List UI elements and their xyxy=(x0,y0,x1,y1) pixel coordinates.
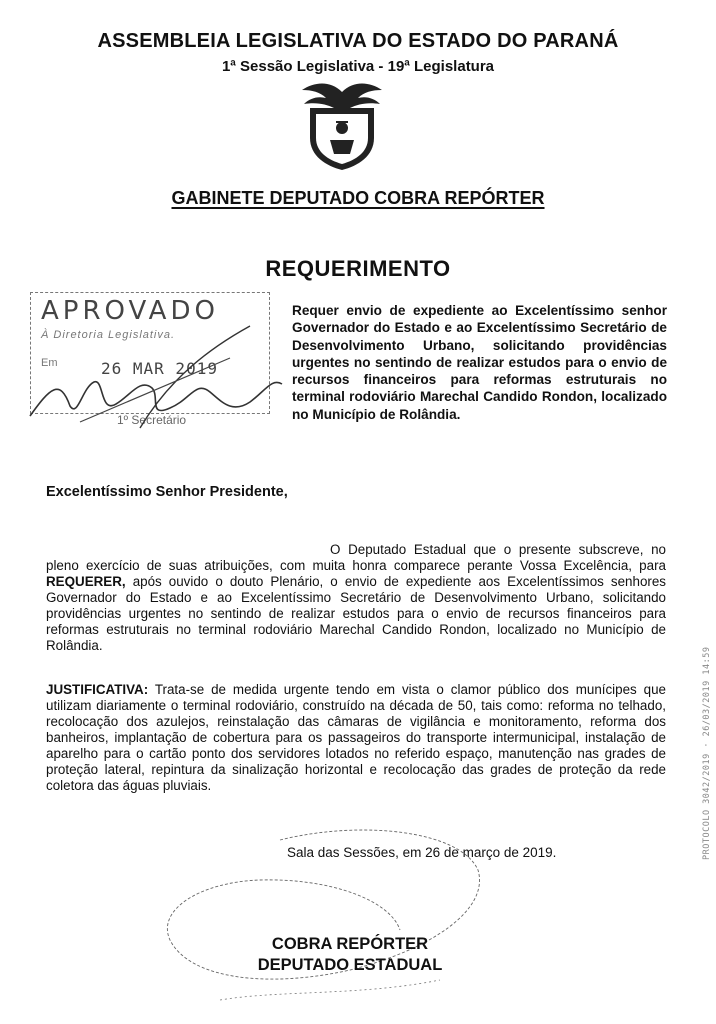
signer-name: COBRA REPÓRTER xyxy=(271,935,429,953)
stamp-em-label: Em xyxy=(41,357,58,369)
protocol-stamp-text: PROTOCOLO 3042/2019 · 26/03/2019 14:59 xyxy=(702,646,712,860)
signer-title: DEPUTADO ESTADUAL xyxy=(257,956,443,974)
request-paragraph xyxy=(46,542,666,654)
office-heading-text: GABINETE DEPUTADO COBRA REPÓRTER xyxy=(171,188,545,208)
request-summary: Requer envio de expediente ao Excelentíssimo senhor Governador do Estado e ao Excelentíssimo Secretário de Desenvolvimento Urbano, solicitando providências urgentes no sentindo de realizar estudos para o envio de recursos financeiros para reformas estruturais no terminal rodoviário Marechal Candido Rondon, localizado no Município de Rolândia. xyxy=(292,303,667,422)
assembly-heading: ASSEMBLEIA LEGISLATIVA DO ESTADO DO PARANÁ xyxy=(97,30,619,52)
justification-text: Trata-se de medida urgente tendo em vista o clamor público dos munícipes que utilizam diariamente o terminal rodoviário, construído na década de 50, tais como: reforma no telhado, recolocação dos azulejos, reinstalação das câmaras de vigilância e monitoramento, reforma dos banheiros, implantação de cobertura para os passageiros do transporte intermunicipal, instalação de aparelho para o cartão ponto dos servidores lotados no referido espaço, manutenção nas grades de proteção lateral, repintura da sinalização horizontal e recolocação das grades de proteção da rede coletora das águas pluviais. xyxy=(46,682,666,793)
stamp-status: APROVADO xyxy=(41,296,219,326)
request-text-end: após ouvido o douto Plenário, o envio de expediente aos Excelentíssimos senhores Governador do Estado e ao Excelentíssimo Secretário de Desenvolvimento Urbano, solicitando providências urgentes no sentindo de realizar estudos para o envio de recursos financeiros para reformas estruturais no terminal rodoviário Marechal Candido Rondon, localizado no Município de Rolândia. xyxy=(46,574,666,653)
salutation: Excelentíssimo Senhor Presidente, xyxy=(46,484,288,500)
justification-label: JUSTIFICATIVA: xyxy=(46,682,149,697)
session-subheading: 1ª Sessão Legislativa - 19ª Legislatura xyxy=(221,58,495,75)
handwritten-signature xyxy=(20,318,290,438)
signature-block xyxy=(230,934,470,976)
parana-coat-of-arms-icon xyxy=(300,78,384,170)
document-title: REQUERIMENTO xyxy=(265,256,451,281)
justification-paragraph xyxy=(46,682,666,794)
place-and-date: Sala das Sessões, em 26 de março de 2019. xyxy=(287,845,557,860)
stamp-date: 26 MAR 2019 xyxy=(101,359,218,378)
protocol-stamp xyxy=(682,540,712,860)
request-keyword: REQUERER, xyxy=(46,574,126,589)
stamp-signer-role: 1º Secretário xyxy=(117,413,187,427)
office-heading xyxy=(0,188,716,209)
request-text-start: O Deputado Estadual que o presente subscreve, no pleno exercício de suas atribuições, com muita honra comparece perante Vossa Excelência, para xyxy=(46,542,666,573)
stamp-destination: À Diretoria Legislativa. xyxy=(41,329,176,341)
